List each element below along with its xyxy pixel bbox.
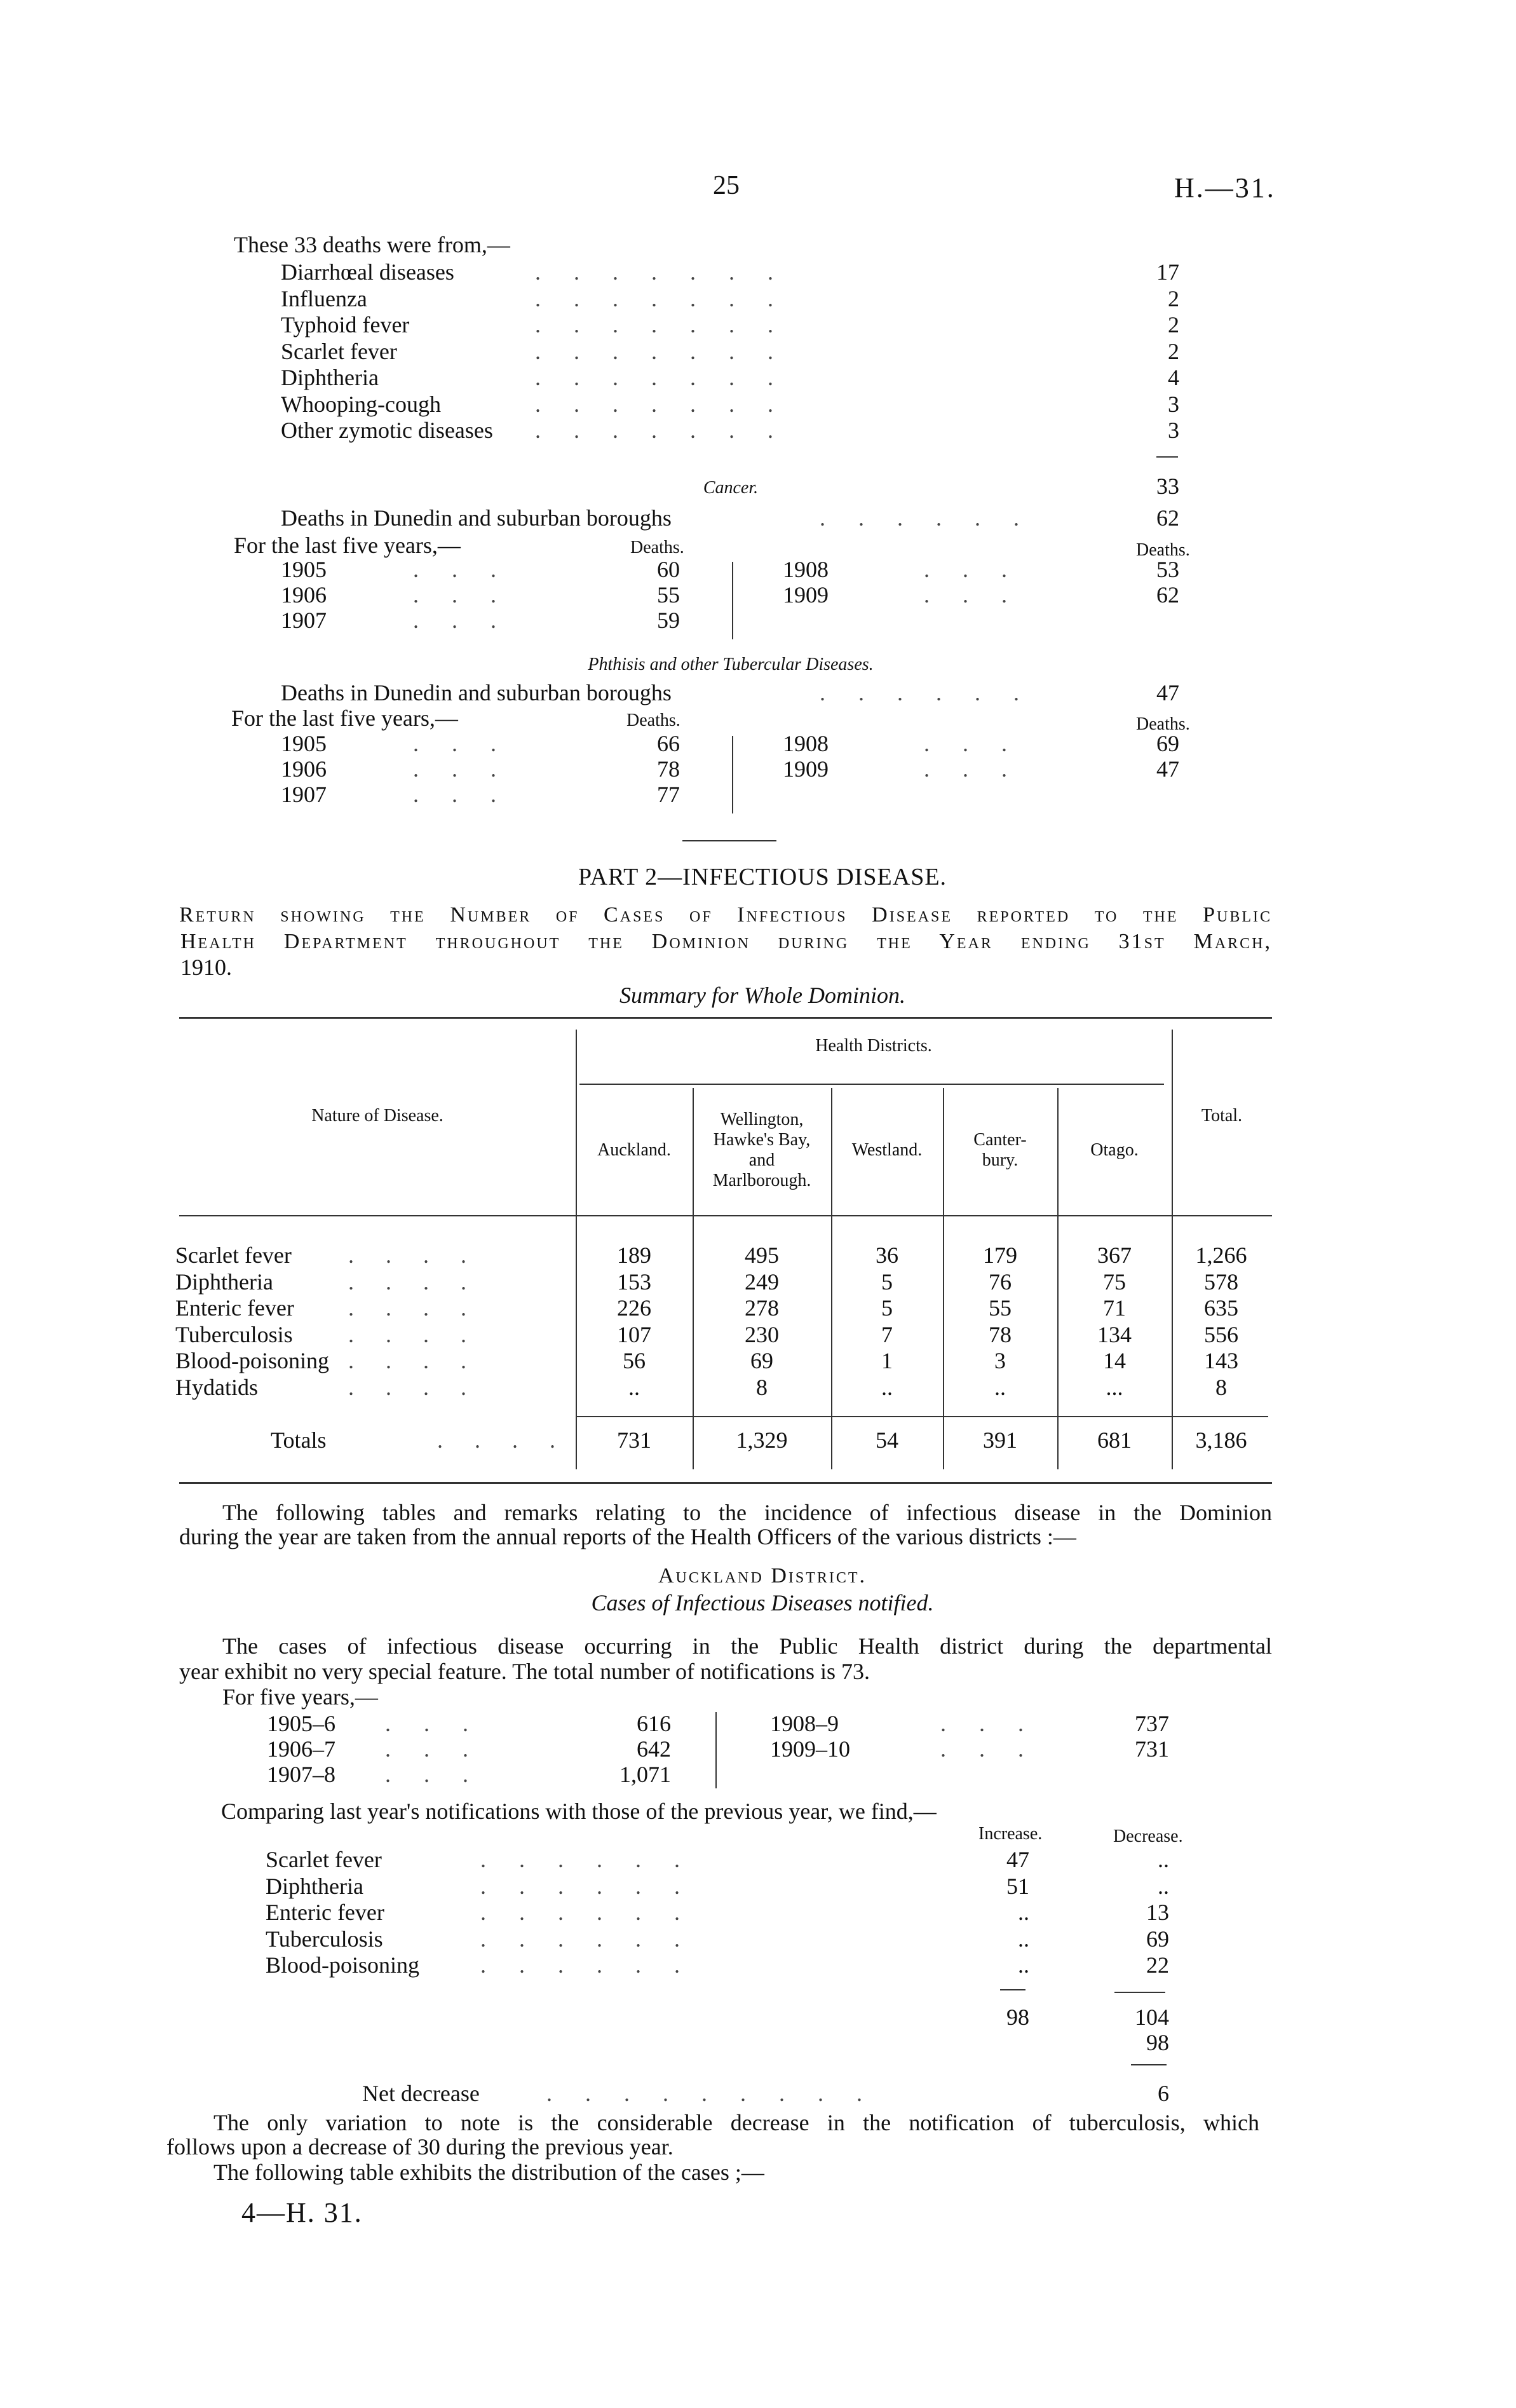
total-cell: 3,186 [1195,1427,1247,1453]
zymotic-intro: These 33 deaths were from,— [234,232,510,257]
table-cell: 578 [1204,1269,1238,1295]
health-districts-rule [579,1084,1164,1085]
table-top-rule [179,1017,1272,1019]
table-cell: 495 [745,1242,779,1268]
decrease-total-rule [1114,1992,1165,1993]
disease-leader: .... [348,1295,498,1321]
comparison-decrease: .. [1158,1847,1169,1872]
table-cell: 367 [1097,1242,1132,1268]
disease-leader: .... [348,1348,498,1373]
table-cell: ... [1106,1374,1123,1400]
phthisis-deaths: 78 [657,756,680,782]
table-cell: 249 [745,1269,779,1295]
phthisis-year: 1905 [281,731,327,756]
phthisis-year: 1906 [281,756,327,782]
comparison-leader: ...... [480,1952,713,1978]
decrease-minus: 98 [1146,2030,1169,2055]
table-cell: 278 [745,1295,779,1321]
cancer-year: 1908 [783,557,829,582]
table-cell: 5 [881,1269,893,1295]
decrease-label: Decrease. [1113,1826,1183,1846]
part2-title: PART 2—INFECTIOUS DISEASE. [578,864,947,890]
table-cell: 5 [881,1295,893,1321]
comparison-decrease: 22 [1146,1952,1169,1978]
table-cell: 226 [617,1295,651,1321]
auckland-value: 642 [637,1736,671,1762]
zymotic-label: Whooping-cough [281,391,441,417]
zymotic-leader: ....... [535,259,806,285]
table-cell: 1,266 [1195,1242,1247,1268]
phthisis-leader: ... [924,756,1040,782]
comparison-disease: Enteric fever [266,1900,384,1925]
comparison-disease: Tuberculosis [266,1926,383,1952]
table-cell: 7 [881,1321,893,1347]
disease-leader: .... [348,1269,498,1295]
district-header: Auckland. [597,1140,671,1160]
auckland-leader: ... [385,1762,501,1787]
phthisis-year: 1907 [281,782,327,807]
phthisis-line: Deaths in Dunedin and suburban boroughs [281,680,672,705]
table-cell: 1 [881,1348,893,1373]
comparison-leader: ...... [480,1926,713,1952]
zymotic-value: 2 [1168,312,1179,337]
table-cell: 153 [617,1269,651,1295]
disease-name: Enteric fever [175,1295,294,1321]
disease-name: Blood-poisoning [175,1348,330,1373]
phthisis-deaths: 47 [1156,756,1179,782]
zymotic-label: Diphtheria [281,365,379,390]
part2-return-line1: Return showing the Number of Cases of Infectious Disease reported to the Public [179,903,1272,927]
phthisis-year: 1908 [783,731,829,756]
auckland-leader: ... [940,1711,1057,1736]
district-header: bury. [982,1150,1019,1170]
auckland-year: 1906–7 [267,1736,335,1762]
table-cell: 143 [1204,1348,1238,1373]
totals-label: Totals [271,1427,327,1453]
zymotic-value: 3 [1168,391,1179,417]
nature-of-disease-header: Nature of Disease. [311,1106,443,1126]
zymotic-label: Scarlet fever [281,338,397,364]
cancer-deaths-label-left: Deaths. [630,538,684,557]
health-districts-header: Health Districts. [815,1036,932,1056]
increase-label: Increase. [978,1824,1043,1844]
phthisis-deaths-label-right: Deaths. [1136,714,1190,734]
table-cell: 69 [750,1348,773,1373]
total-cell: 54 [876,1427,898,1453]
zymotic-leader: ....... [535,391,806,417]
auckland-year: 1909–10 [770,1736,850,1762]
comparison-disease: Blood-poisoning [266,1952,420,1978]
comparison-increase: .. [1018,1900,1029,1925]
table-cell: 189 [617,1242,651,1268]
total-cell: 391 [983,1427,1017,1453]
phthisis-year: 1909 [783,756,829,782]
table-cell: .. [628,1374,640,1400]
phthisis-value: 47 [1156,680,1179,705]
comparison-decrease: 69 [1146,1926,1169,1952]
auckland-value: 737 [1135,1711,1169,1736]
total-header: Total. [1201,1106,1243,1126]
zymotic-leader: ....... [535,338,806,364]
table-cell: 635 [1204,1295,1238,1321]
auckland-divider [715,1712,717,1788]
summary-title: Summary for Whole Dominion. [619,983,905,1008]
district-header: Westland. [851,1140,923,1160]
cancer-leader: ...... [820,505,1052,531]
cancer-divider [732,562,733,639]
auckland-leader: ... [940,1736,1057,1762]
zymotic-value: 17 [1156,259,1179,285]
zymotic-label: Typhoid fever [281,312,410,337]
table-bottom-rule [179,1482,1272,1484]
phthisis-leader: ... [413,731,529,756]
disease-name: Tuberculosis [175,1321,293,1347]
cancer-leader: ... [413,608,529,633]
comparison-disease: Scarlet fever [266,1847,382,1872]
comparison-decrease: .. [1158,1873,1169,1899]
comparison-increase: 51 [1006,1873,1029,1899]
auckland-value: 1,071 [619,1762,671,1787]
cancer-year: 1909 [783,582,829,608]
part2-return-line2: Health Department throughout the Dominion during the Year ending 31st March, [180,930,1272,953]
table-cell: 36 [876,1242,898,1268]
table-cell: 3 [994,1348,1006,1373]
cancer-year: 1907 [281,608,327,633]
table-cell: 134 [1097,1321,1132,1347]
zymotic-value: 2 [1168,285,1179,311]
remarks-line1: The following tables and remarks relating to the incidence of infectious disease in the Dominion [222,1500,1272,1525]
decrease-total: 104 [1135,2004,1169,2030]
table-cell: 78 [989,1321,1012,1347]
net-decrease-label: Net decrease [362,2081,480,2106]
phthisis-divider [732,736,733,813]
variation-line1: The only variation to note is the considerable decrease in the notification of tuberculosis, which [213,2110,1259,2135]
disease-name: Scarlet fever [175,1242,292,1268]
phthisis-deaths: 69 [1156,731,1179,756]
disease-name: Diphtheria [175,1269,273,1295]
zymotic-value: 3 [1168,418,1179,443]
zymotic-label: Diarrhœal diseases [281,259,454,285]
total-cell: 681 [1097,1427,1132,1453]
phthisis-deaths-label-left: Deaths. [626,711,680,730]
disease-leader: .... [348,1242,498,1268]
table-cell: .. [994,1374,1006,1400]
increase-total-rule [1000,1989,1025,1990]
net-decrease-leader: ......... [546,2081,895,2106]
comparison-increase: 47 [1006,1847,1029,1872]
table-cell: 55 [989,1295,1012,1321]
remarks-line2: during the year are taken from the annual reports of the Health Officers of the various districts :— [179,1524,1076,1549]
phthisis-leader: ... [924,731,1040,756]
phthisis-heading: Phthisis and other Tubercular Diseases. [588,655,874,674]
disease-name: Hydatids [175,1374,258,1400]
cancer-five-years: For the last five years,— [234,533,461,558]
cancer-deaths: 60 [657,557,680,582]
disease-leader: .... [348,1321,498,1347]
auckland-para-line2: year exhibit no very special feature. The total number of notifications is 73. [179,1659,870,1684]
table-cell: 556 [1204,1321,1238,1347]
zymotic-leader: ....... [535,312,806,337]
cancer-deaths-label-right: Deaths. [1136,540,1190,560]
auckland-value: 731 [1135,1736,1169,1762]
cancer-deaths: 55 [657,582,680,608]
part2-return-line3: 1910. [180,955,232,980]
cancer-value: 62 [1156,505,1179,531]
cancer-deaths: 62 [1156,582,1179,608]
comparison-leader: ...... [480,1873,713,1899]
cancer-deaths: 59 [657,608,680,633]
table-cell: 56 [623,1348,646,1373]
table-totals-rule [576,1416,1268,1417]
table-cell: 75 [1103,1269,1126,1295]
cancer-leader: ... [413,557,529,582]
auckland-comparing: Comparing last year's notifications with those of the previous year, we find,— [221,1799,937,1824]
auckland-year: 1905–6 [267,1711,335,1736]
comparison-increase: .. [1018,1952,1029,1978]
district-header: Wellington, [720,1110,804,1129]
comparison-leader: ...... [480,1847,713,1872]
cancer-year: 1905 [281,557,327,582]
total-cell: 1,329 [736,1427,788,1453]
comparison-decrease: 13 [1146,1900,1169,1925]
following-table-line: The following table exhibits the distribution of the cases ;— [213,2160,764,2185]
increase-total: 98 [1006,2004,1029,2030]
footer-signature: 4—H. 31. [241,2197,363,2228]
cancer-leader: ... [413,582,529,608]
auckland-value: 616 [637,1711,671,1736]
auckland-heading: Auckland District. [658,1564,867,1588]
phthisis-deaths: 77 [657,782,680,807]
page-number: 25 [713,171,740,200]
table-cell: 179 [983,1242,1017,1268]
cancer-deaths: 53 [1156,557,1179,582]
table-cell: .. [881,1374,893,1400]
comparison-disease: Diphtheria [266,1873,363,1899]
zymotic-leader: ....... [535,418,806,443]
cancer-leader: ... [924,557,1040,582]
table-rule-westland [831,1088,832,1469]
net-decrease-value: 6 [1158,2081,1169,2106]
comparison-leader: ...... [480,1900,713,1925]
district-header: and [748,1150,775,1170]
district-header: Canter- [973,1130,1027,1150]
comparison-increase: .. [1018,1926,1029,1952]
table-cell: 14 [1103,1348,1126,1373]
phthisis-deaths: 66 [657,731,680,756]
auckland-leader: ... [385,1711,501,1736]
phthisis-leader: ... [413,756,529,782]
cancer-year: 1906 [281,582,327,608]
zymotic-label: Other zymotic diseases [281,418,493,443]
cancer-heading: Cancer. [703,478,759,498]
zymotic-total: 33 [1156,473,1179,499]
total-cell: 731 [617,1427,651,1453]
zymotic-leader: ....... [535,285,806,311]
district-header: Hawke's Bay, [713,1130,811,1150]
table-header-rule [179,1215,1272,1216]
auckland-five-years: For five years,— [222,1684,378,1710]
table-cell: 71 [1103,1295,1126,1321]
cancer-leader: ... [924,582,1040,608]
zymotic-total-rule [1156,456,1178,458]
document-reference: H.—31. [1174,172,1276,203]
phthisis-leader: ... [413,782,529,807]
disease-leader: .... [348,1374,498,1400]
auckland-leader: ... [385,1736,501,1762]
phthisis-five-years: For the last five years,— [231,705,458,731]
zymotic-label: Influenza [281,285,367,311]
zymotic-value: 2 [1168,338,1179,364]
variation-line2: follows upon a decrease of 30 during the previous year. [166,2134,673,2160]
zymotic-leader: ....... [535,365,806,390]
phthisis-leader: ...... [820,680,1052,705]
district-header: Otago. [1090,1140,1139,1160]
net-rule [1131,2064,1167,2065]
section-rule [682,840,776,841]
auckland-subheading: Cases of Infectious Diseases notified. [591,1590,934,1616]
totals-leader: .... [437,1427,587,1453]
auckland-para-line1: The cases of infectious disease occurring in the Public Health district during the departmental [222,1633,1272,1659]
auckland-year: 1908–9 [770,1711,839,1736]
cancer-line: Deaths in Dunedin and suburban boroughs [281,505,672,531]
auckland-year: 1907–8 [267,1762,335,1787]
district-header: Marlborough. [712,1171,811,1190]
table-cell: 230 [745,1321,779,1347]
table-cell: 8 [1215,1374,1227,1400]
table-cell: 8 [756,1374,768,1400]
zymotic-value: 4 [1168,365,1179,390]
table-cell: 76 [989,1269,1012,1295]
table-cell: 107 [617,1321,651,1347]
